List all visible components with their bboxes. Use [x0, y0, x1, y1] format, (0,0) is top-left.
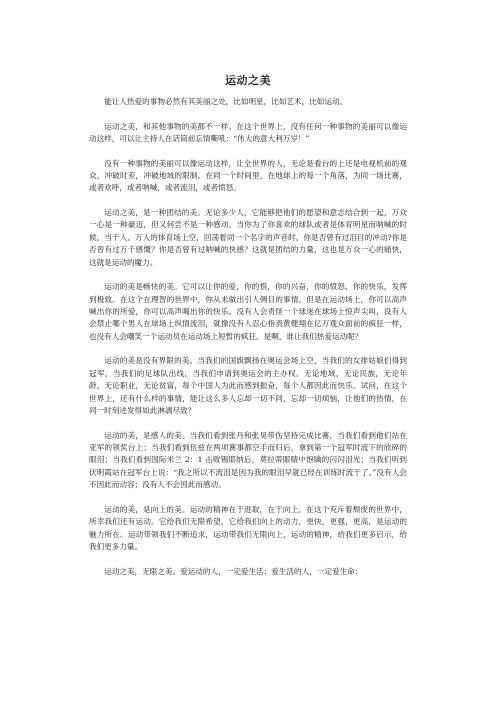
paragraph-upward: 运动的美，是向上的美。运动的精神在于进取，在于向上。在这个充斥着颓废的世界中，所幸我们还有运动。它给我们无限希望，它给我们向上的动力，更快，更强，更高，是运动的魅力所在。运动带领我们不断追求，运动带我们无限向上，运动的精神，给我们更多启示，给我们更多力量。: [89, 504, 407, 552]
paragraph-unique-beauty: 运动之美，和其他事物的美都不一样。在这个世界上，没有任何一种事物的美丽可以像运动这样，可以让主持人在话筒前忘情嘶吼：“伟大的意大利万岁！”: [89, 121, 407, 143]
paragraph-unity: 运动之美，是一种团结的美。无论多少人，它能够把他们的愿望和意志结合到一起，万众一心是一种豪迈，但又何尝不是一种感动。当你为了你喜欢的球队或者是体育明星而呐喊的时候，当千人、万人的体育场上空，回荡着同一个名字的声音时，你是否曾有过泪目的冲动?你是否曾有过万千感慨？你是否曾有过呐喊的快感？这就是团结的力量，这也是万众一心的痛快，这就是运动的魔力。: [89, 208, 407, 267]
paragraph-infinite: 运动之美，无限之美。爱运动的人，一定爱生活；爱生活的人，一定爱生命；: [104, 566, 363, 576]
paragraph-exhilaration: 运动的美是畅快的美。它可以让你的爱，你的恨，你的兴奋，你的愤怒，你的快乐，发挥到极致。在这个在理智的世界中，你从未做出引人侧目的事情。但是在运动场上，你可以高声喊出你的所爱，你可以高声喝出你的快乐。没有人会责怪一个球迷在球场上惊声尖叫，没有人会禁止哪个男人在球场上纵情流泪，就像没有人忍心指责黄健翔在亿万观众面前的疯狂一样，也没有人会嘲笑一个运动员在运动场上短暂的疯狂。是啊，谁让我们热爱运动呢？: [89, 282, 407, 341]
paragraph-touching: 运动的美，是感人的美。当我们看到张丹和张昊带伤坚持完成比赛，当我们看到他们站在亚军的领奖台上；当我们看到伍兹在两项赛事都空手而归后，拿到第一个冠军时流下的欣碎的眼泪；当我们看到国际米兰 2：1 击败锡耶纳后，莫拉蒂眼睛中饱噙的闪闪泪光；当我们听到伏明霞站在冠军台上说：“我之所以不流泪是因为我的眼泪早就已经在训练时流干了。”没有人会不因此而动容；没有人不会因此而感动。: [89, 430, 407, 490]
paragraph-intro: 能让人热爱的事物必然有其美丽之处，比如明星，比如艺术，比如运动。: [104, 97, 348, 106]
paragraph-no-boundaries: 运动的美是没有界限的美。当我们的国旗飘扬在奥运会场上空，当我们的女排姑娘们得到冠军，当我们的足球队出线，当我们申请到奥运会的主办权。无论地域，无论民族，无论年龄，无论职业，无论贫富，每个中国人为此而感到振奋，每个人都因此而快乐。试问，在这个世界上，还有什么样的事情，能让这么多人忘却一切不同，忘却一切烦恼，让他们的热情，在同一时刻迸发得如此淋漓尽致？: [89, 356, 407, 416]
document-title: 运动之美: [225, 74, 271, 87]
paragraph-global-audience: 没有一种事物的美丽可以像运动这样，让全世界的人，无论是看台的上还是电视机前的观众，冲破时差，冲破地域的限制，在同一个时间里，在地球上的每一个角落，为同一场比赛，或者欢呼，或者呐喊，或者流泪，或者愤怒。: [89, 158, 407, 193]
document-page: [89, 74, 407, 590]
